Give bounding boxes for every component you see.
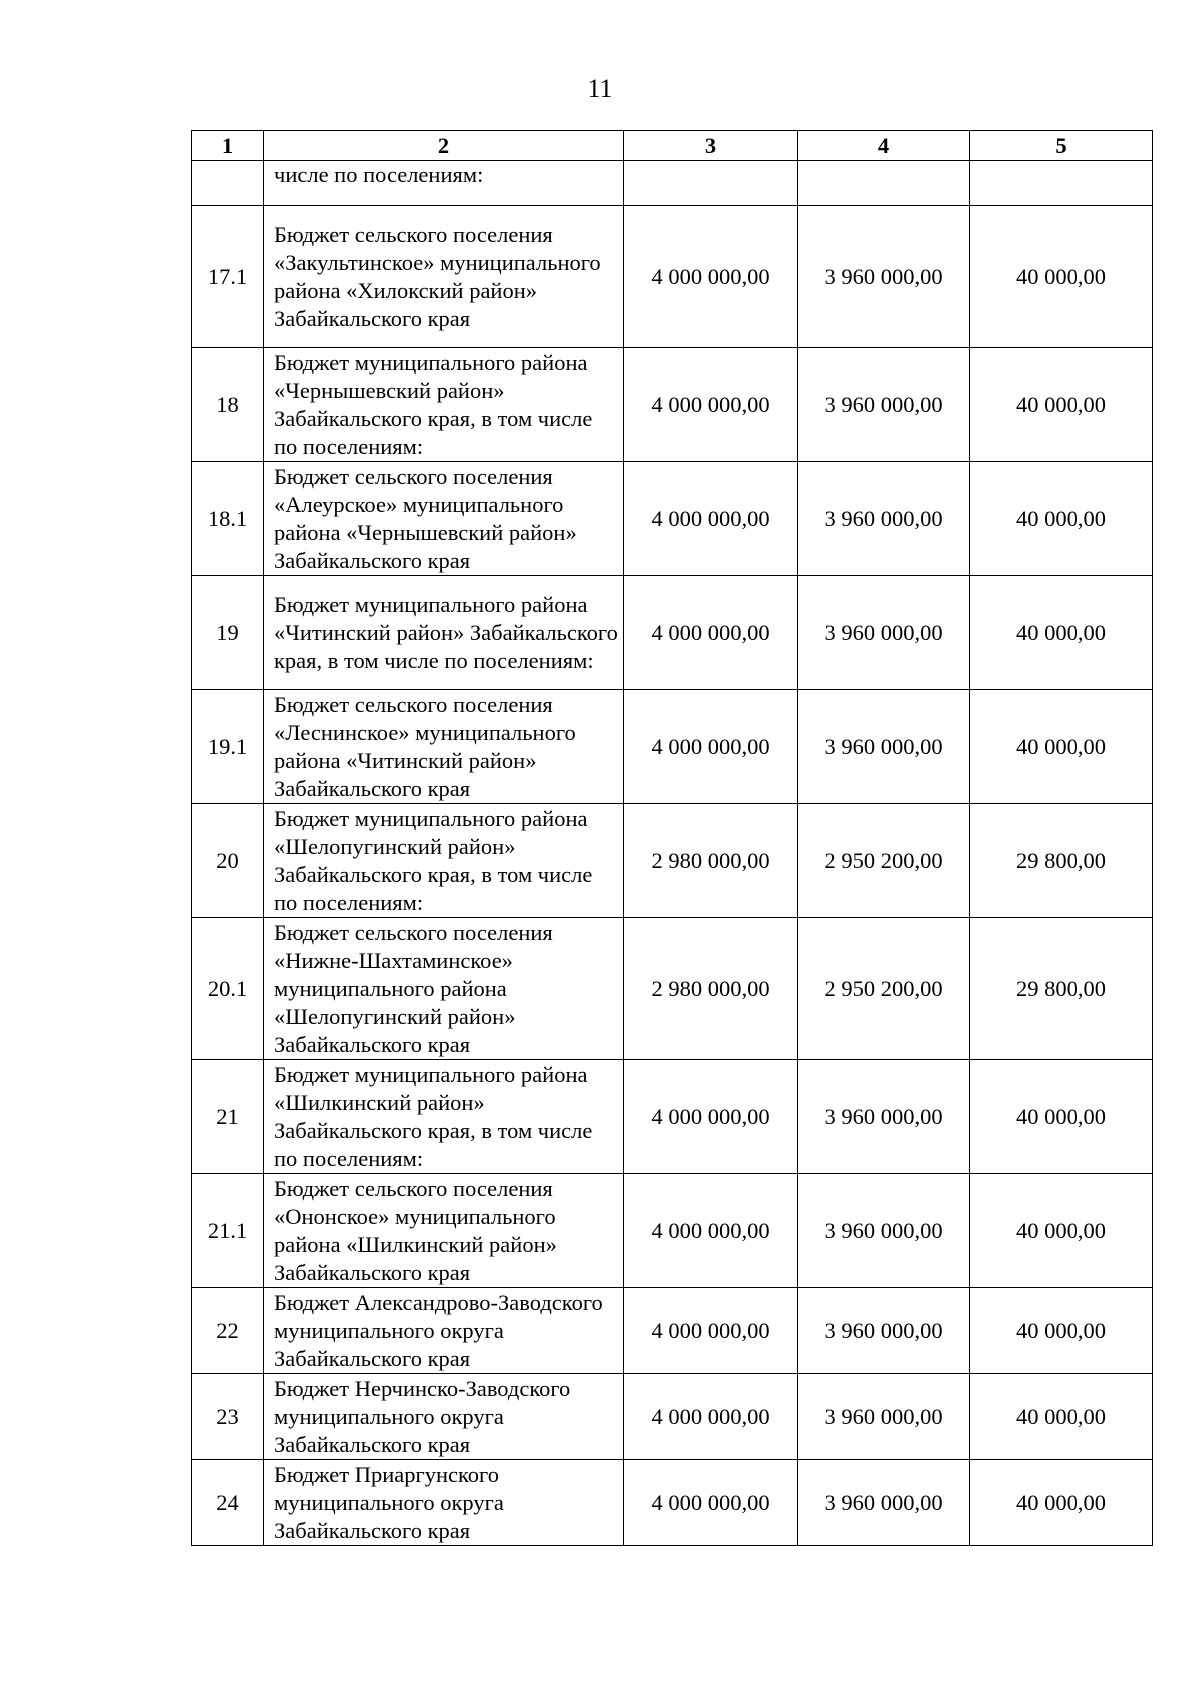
row-value-col5: 40 000,00 bbox=[970, 206, 1153, 348]
row-value-col3: 4 000 000,00 bbox=[624, 1174, 798, 1288]
row-value-col3: 4 000 000,00 bbox=[624, 462, 798, 576]
row-value-col3: 2 980 000,00 bbox=[624, 804, 798, 918]
row-number: 23 bbox=[192, 1374, 264, 1460]
column-header: 2 bbox=[264, 131, 624, 161]
row-budget-name: Бюджет сельского поселения «Закультинское» муниципального района «Хилокский район» Забайкальского края bbox=[264, 206, 624, 348]
column-header: 5 bbox=[970, 131, 1153, 161]
row-value-col4: 3 960 000,00 bbox=[798, 1288, 970, 1374]
row-budget-name: Бюджет сельского поселения «Алеурское» муниципального района «Чернышевский район» Забайкальского края bbox=[264, 462, 624, 576]
table-row bbox=[192, 161, 1153, 206]
row-number: 19.1 bbox=[192, 690, 264, 804]
table-row bbox=[192, 918, 1153, 1060]
row-value-col5: 40 000,00 bbox=[970, 1060, 1153, 1174]
table-row bbox=[192, 1460, 1153, 1546]
row-budget-name: Бюджет сельского поселения «Нижне-Шахтаминское» муниципального района «Шелопугинский район» Забайкальского края bbox=[264, 918, 624, 1060]
budget-table bbox=[191, 130, 1153, 1546]
row-value-col4: 3 960 000,00 bbox=[798, 462, 970, 576]
row-number: 20 bbox=[192, 804, 264, 918]
table-row bbox=[192, 804, 1153, 918]
row-value-col3: 4 000 000,00 bbox=[624, 348, 798, 462]
row-number: 24 bbox=[192, 1460, 264, 1546]
table-row bbox=[192, 576, 1153, 690]
row-value-col5: 40 000,00 bbox=[970, 576, 1153, 690]
row-value-col4: 3 960 000,00 bbox=[798, 1060, 970, 1174]
table-row bbox=[192, 1174, 1153, 1288]
row-value-col5: 29 800,00 bbox=[970, 918, 1153, 1060]
row-value-col5: 40 000,00 bbox=[970, 1288, 1153, 1374]
row-number: 17.1 bbox=[192, 206, 264, 348]
column-header: 3 bbox=[624, 131, 798, 161]
row-value-col5: 40 000,00 bbox=[970, 690, 1153, 804]
row-value-col4: 2 950 200,00 bbox=[798, 804, 970, 918]
row-value-col5: 29 800,00 bbox=[970, 804, 1153, 918]
row-value-col3: 4 000 000,00 bbox=[624, 1060, 798, 1174]
row-budget-name: Бюджет сельского поселения «Леснинское» муниципального района «Читинский район» Забайкальского края bbox=[264, 690, 624, 804]
row-budget-name: числе по поселениям: bbox=[264, 161, 624, 206]
row-value-col5: 40 000,00 bbox=[970, 1174, 1153, 1288]
row-value-col3 bbox=[624, 161, 798, 206]
table-row bbox=[192, 690, 1153, 804]
row-budget-name: Бюджет Нерчинско-Заводского муниципального округа Забайкальского края bbox=[264, 1374, 624, 1460]
row-value-col3: 4 000 000,00 bbox=[624, 1288, 798, 1374]
row-budget-name: Бюджет муниципального района «Чернышевский район» Забайкальского края, в том числе по поселениям: bbox=[264, 348, 624, 462]
row-budget-name: Бюджет муниципального района «Шелопугинский район» Забайкальского края, в том числе по поселениям: bbox=[264, 804, 624, 918]
row-value-col4: 3 960 000,00 bbox=[798, 1460, 970, 1546]
row-value-col4: 3 960 000,00 bbox=[798, 348, 970, 462]
column-header: 1 bbox=[192, 131, 264, 161]
table-row bbox=[192, 462, 1153, 576]
row-value-col5: 40 000,00 bbox=[970, 348, 1153, 462]
row-number: 19 bbox=[192, 576, 264, 690]
row-value-col4 bbox=[798, 161, 970, 206]
row-value-col4: 3 960 000,00 bbox=[798, 1174, 970, 1288]
row-value-col3: 4 000 000,00 bbox=[624, 1374, 798, 1460]
row-value-col5: 40 000,00 bbox=[970, 1460, 1153, 1546]
row-value-col3: 4 000 000,00 bbox=[624, 690, 798, 804]
row-value-col4: 2 950 200,00 bbox=[798, 918, 970, 1060]
page-number: 11 bbox=[587, 74, 613, 103]
row-number bbox=[192, 161, 264, 206]
row-budget-name: Бюджет муниципального района «Шилкинский район» Забайкальского края, в том числе по поселениям: bbox=[264, 1060, 624, 1174]
row-number: 22 bbox=[192, 1288, 264, 1374]
row-number: 21.1 bbox=[192, 1174, 264, 1288]
row-budget-name: Бюджет сельского поселения «Ононское» муниципального района «Шилкинский район» Забайкальского края bbox=[264, 1174, 624, 1288]
table-row bbox=[192, 1374, 1153, 1460]
row-number: 18.1 bbox=[192, 462, 264, 576]
row-budget-name: Бюджет Приаргунского муниципального округа Забайкальского края bbox=[264, 1460, 624, 1546]
row-number: 20.1 bbox=[192, 918, 264, 1060]
row-value-col5: 40 000,00 bbox=[970, 1374, 1153, 1460]
row-value-col3: 4 000 000,00 bbox=[624, 1460, 798, 1546]
table-row bbox=[192, 348, 1153, 462]
row-value-col5 bbox=[970, 161, 1153, 206]
row-value-col4: 3 960 000,00 bbox=[798, 206, 970, 348]
row-value-col3: 2 980 000,00 bbox=[624, 918, 798, 1060]
row-number: 18 bbox=[192, 348, 264, 462]
table-row bbox=[192, 1060, 1153, 1174]
row-number: 21 bbox=[192, 1060, 264, 1174]
table-row bbox=[192, 1288, 1153, 1374]
row-value-col4: 3 960 000,00 bbox=[798, 690, 970, 804]
row-value-col4: 3 960 000,00 bbox=[798, 1374, 970, 1460]
row-budget-name: Бюджет муниципального района «Читинский район» Забайкальского края, в том числе по поселениям: bbox=[264, 576, 624, 690]
table-header-row bbox=[192, 131, 1153, 161]
row-value-col4: 3 960 000,00 bbox=[798, 576, 970, 690]
row-value-col3: 4 000 000,00 bbox=[624, 206, 798, 348]
table-row bbox=[192, 206, 1153, 348]
row-value-col3: 4 000 000,00 bbox=[624, 576, 798, 690]
row-value-col5: 40 000,00 bbox=[970, 462, 1153, 576]
row-budget-name: Бюджет Александрово-Заводского муниципального округа Забайкальского края bbox=[264, 1288, 624, 1374]
column-header: 4 bbox=[798, 131, 970, 161]
